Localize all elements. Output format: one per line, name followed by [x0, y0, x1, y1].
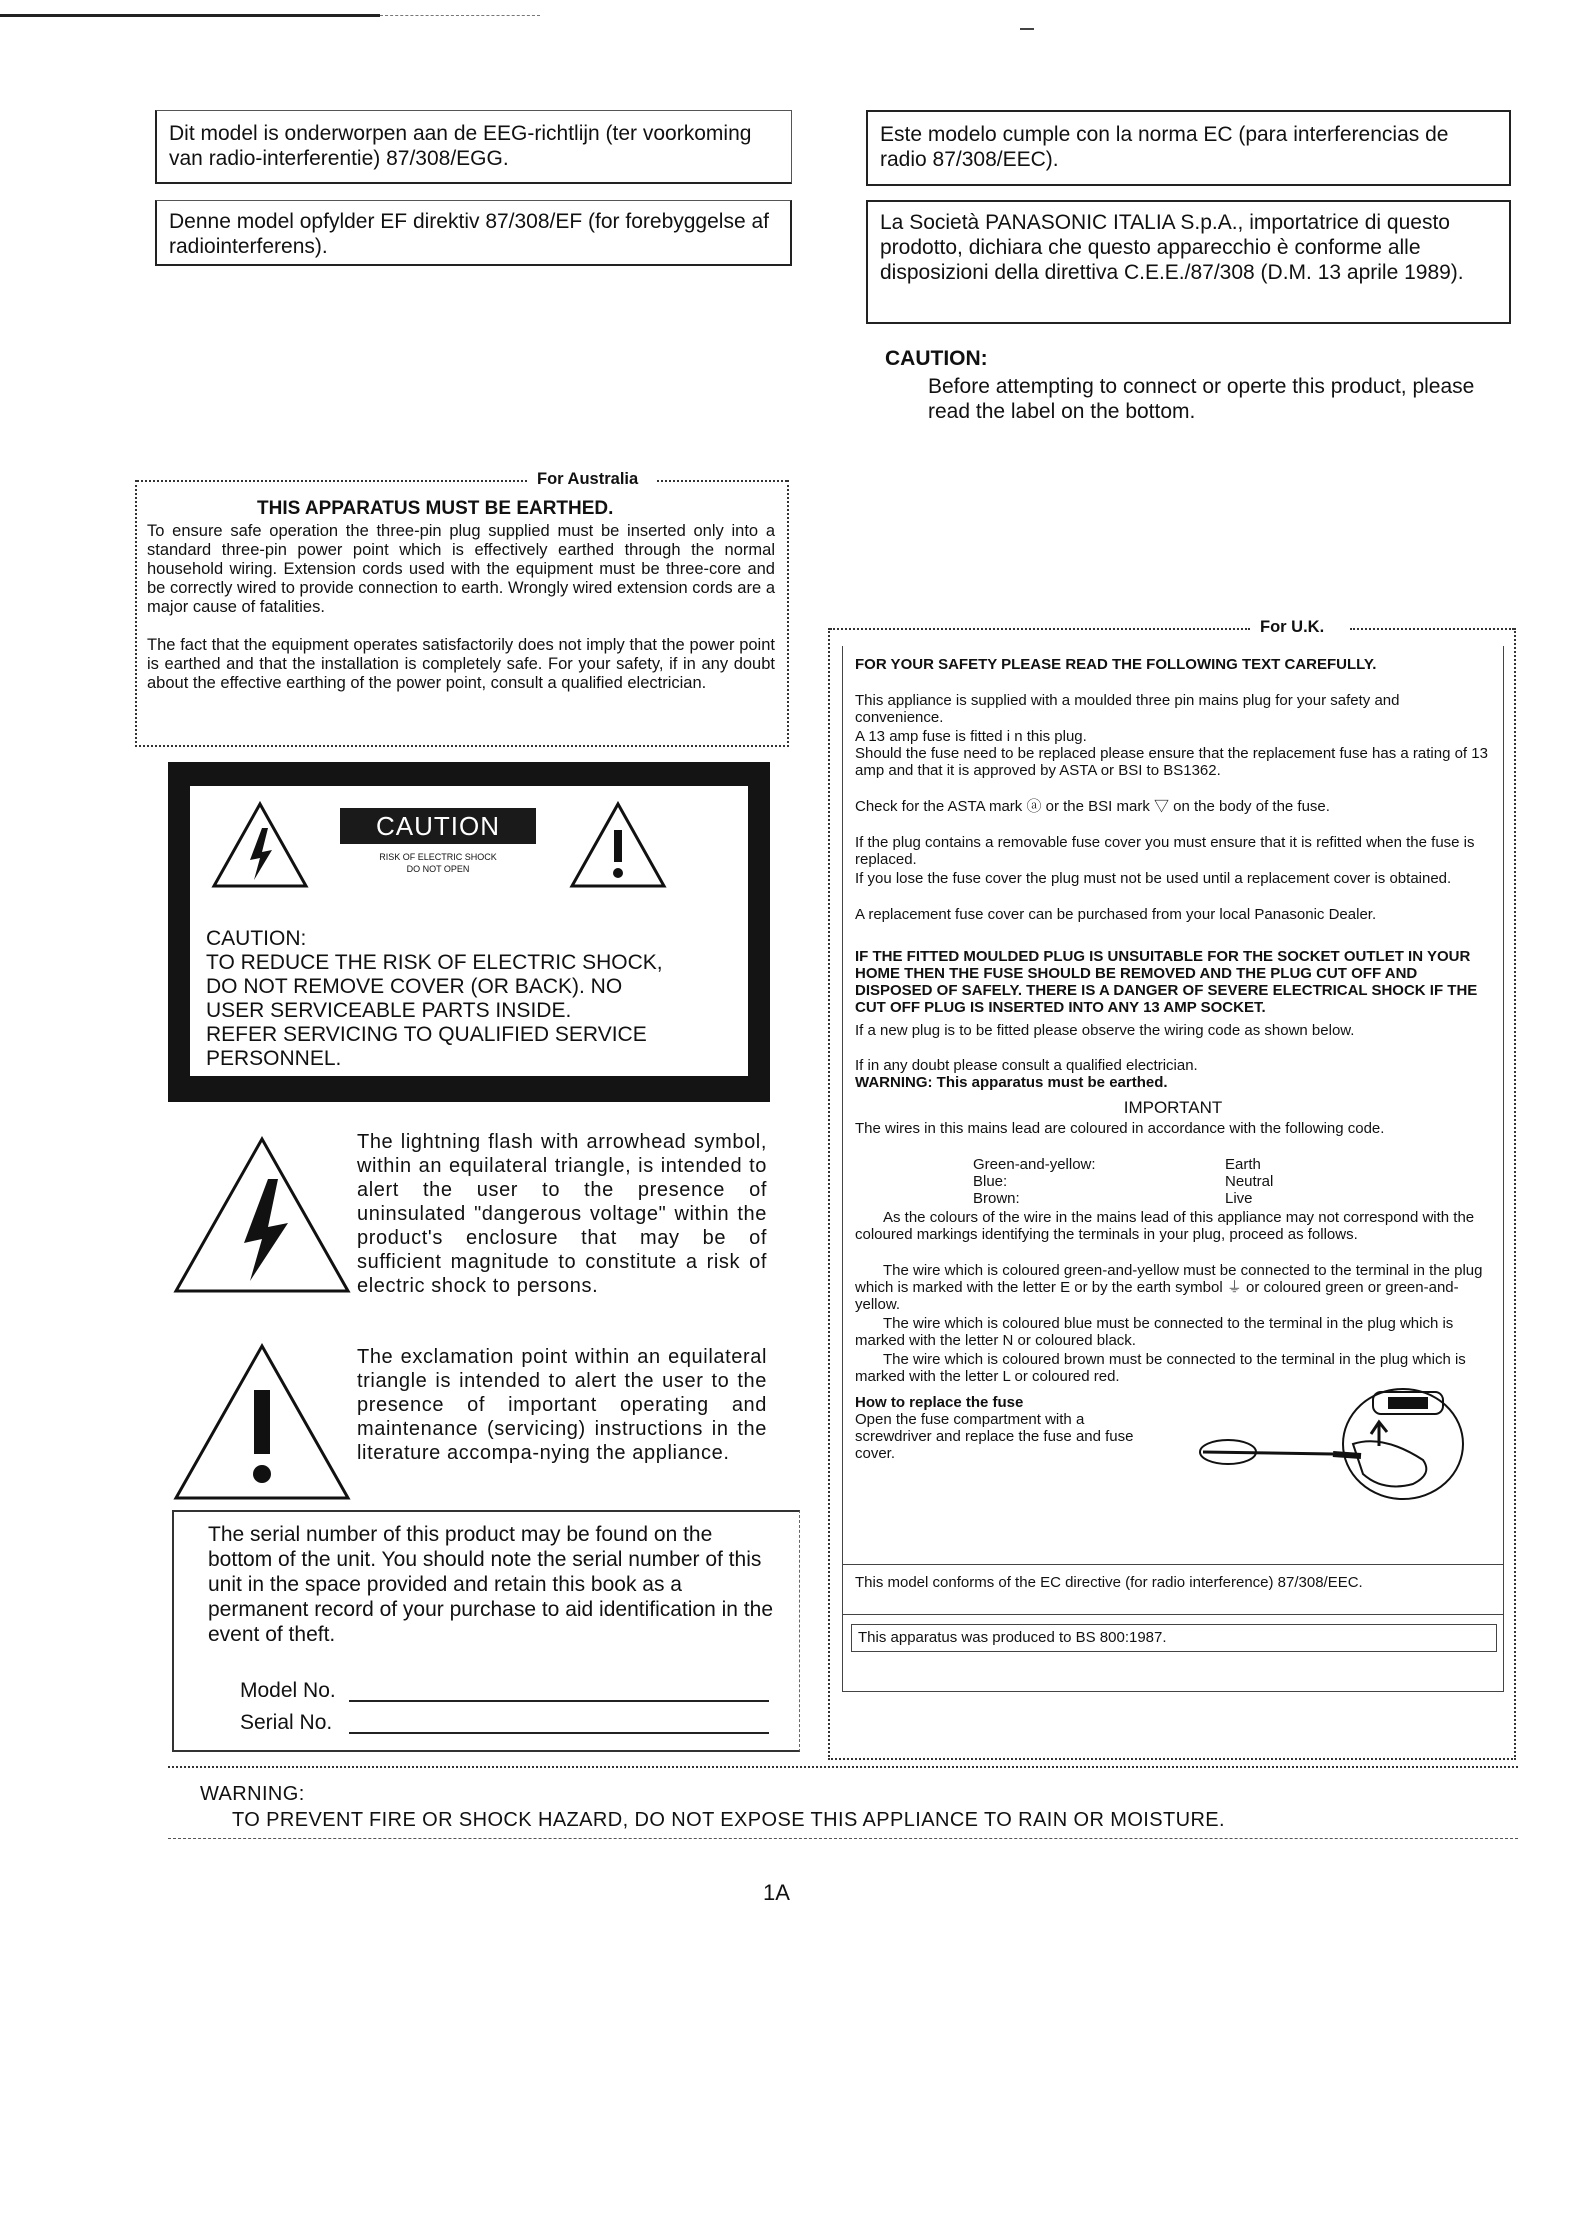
- dutch-notice-text: Dit model is onderworpen aan de EEG-richtlijn (ter voorkoming van radio-interferentie) 87/308/EGG.: [169, 122, 752, 170]
- serial-box: [172, 1510, 800, 1752]
- danish-notice-text: Denne model opfylder EF direktiv 87/308/EF (for forebyggelse af radiointerferens).: [169, 210, 769, 258]
- uk-colours-paragraph: As the colours of the wire in the mains lead of this appliance may not correspond with the coloured markings identifying the terminals in your plug, proceed as follows.: [855, 1209, 1475, 1243]
- italian-notice-box: [866, 200, 1511, 324]
- uk-label: For U.K.: [1260, 618, 1325, 636]
- caution-line-4: REFER SERVICING TO QUALIFIED SERVICE: [206, 1023, 647, 1046]
- uk-blue-paragraph: The wire which is coloured blue must be connected to the terminal in the plug which is marked with the letter N or coloured black.: [855, 1315, 1454, 1349]
- serial-text: The serial number of this product may be found on the bottom of the unit. You should note the serial number of this unit in the space provided and retain this book as a permanent record of your purchase to aid identification in the event of theft.: [208, 1523, 774, 1646]
- uk-divider-1: [843, 1564, 1503, 1565]
- caution-label-panel: [168, 762, 770, 1102]
- uk-top-rule-left: [830, 628, 1250, 630]
- warning-underline: [168, 1838, 1518, 1839]
- uk-divider-2: [843, 1614, 1503, 1615]
- uk-para-3: Should the fuse need to be replaced please ensure that the replacement fuse has a rating of 13 amp and that it is approved by ASTA or BSI to BS1362.: [855, 745, 1488, 779]
- caution-line-2: DO NOT REMOVE COVER (OR BACK). NO: [206, 975, 623, 998]
- australia-paragraph-1: To ensure safe operation the three-pin plug supplied must be inserted only into a standard three-pin power point which is effectively earthed through the normal household wiring. Extension cords used with the equipment must be three-core and be correctly wired to provide connection to earth. Wrongly wired extension cords are a major cause of fatalities.: [147, 522, 775, 616]
- serial-no-label: Serial No.: [240, 1711, 333, 1734]
- warning-heading: WARNING:: [200, 1783, 305, 1805]
- warning-text: TO PREVENT FIRE OR SHOCK HAZARD, DO NOT EXPOSE THIS APPLIANCE TO RAIN OR MOISTURE.: [232, 1809, 1225, 1831]
- wire-meaning-earth: Earth: [1225, 1156, 1261, 1173]
- uk-doubt: If in any doubt please consult a qualified electrician.: [855, 1057, 1198, 1074]
- scan-line-top: [380, 15, 540, 16]
- fuse-text: Open the fuse compartment with a screwdriver and replace the fuse and fuse cover.: [855, 1411, 1134, 1462]
- lightning-description: The lightning flash with arrowhead symbol, within an equilateral triangle, is intended to alert the user to the presence of uninsulated "dangerous voltage" within the product's enclosure that may be of sufficient magnitude to constitute a risk of electric shock to persons.: [357, 1131, 767, 1297]
- uk-para-4: Check for the ASTA mark ⓐ or the BSI mark ▽ on the body of the fuse.: [855, 798, 1330, 815]
- uk-para-2: A 13 amp fuse is fitted i n this plug.: [855, 728, 1087, 745]
- page-number: 1A: [763, 1880, 790, 1905]
- fuse-replacement-illustration: [1183, 1374, 1483, 1504]
- scan-bar-top: [0, 14, 380, 17]
- wire-colour-brown: Brown:: [973, 1190, 1020, 1207]
- bottom-rule: [168, 1766, 1518, 1768]
- australia-top-rule-left: [137, 480, 527, 482]
- spanish-notice-text: Este modelo cumple con la norma EC (para interferencias de radio 87/308/EEC).: [880, 123, 1449, 171]
- uk-para-7: A replacement fuse cover can be purchased from your local Panasonic Dealer.: [855, 906, 1377, 923]
- wire-meaning-live: Live: [1225, 1190, 1253, 1207]
- uk-new-plug: If a new plug is to be fitted please observe the wiring code as shown below.: [855, 1022, 1355, 1039]
- caution-label-lower: [190, 914, 748, 1076]
- fuse-heading: How to replace the fuse: [855, 1394, 1024, 1411]
- uk-warning-earthed: WARNING: This apparatus must be earthed.: [855, 1074, 1168, 1091]
- caution-label-upper: [190, 786, 748, 914]
- uk-bs-produced: This apparatus was produced to BS 800:1987.: [858, 1629, 1167, 1646]
- uk-important-heading: IMPORTANT: [1123, 1098, 1223, 1117]
- italian-notice-text: La Società PANASONIC ITALIA S.p.A., importatrice di questo prodotto, dichiara che questo apparecchio è conforme alle disposizioni della direttiva C.E.E./87/308 (D.M. 13 aprile 1989).: [880, 211, 1464, 284]
- wire-colour-blue: Blue:: [973, 1173, 1008, 1190]
- caution-line-3: USER SERVICEABLE PARTS INSIDE.: [206, 999, 572, 1022]
- australia-heading: THIS APPARATUS MUST BE EARTHED.: [257, 498, 614, 519]
- uk-para-1: This appliance is supplied with a moulded three pin mains plug for your safety and convenience.: [855, 692, 1400, 726]
- uk-top-rule-right: [1350, 628, 1514, 630]
- uk-box: [828, 618, 1516, 1760]
- danish-notice-box: [155, 200, 792, 266]
- caution-text: Before attempting to connect or operte this product, please read the label on the bottom.: [928, 375, 1475, 423]
- exclamation-triangle-icon: [172, 1342, 352, 1502]
- scan-mark: [1020, 28, 1034, 30]
- australia-paragraph-2: The fact that the equipment operates satisfactorily does not imply that the power point is earthed and that the installation is completely safe. For your safety, if in any doubt about the effective earthing of the power point, consult a qualified electrician.: [147, 636, 775, 692]
- model-no-line: [349, 1700, 769, 1702]
- dutch-notice-box: [155, 110, 792, 184]
- caution-badge: CAUTION: [340, 808, 536, 844]
- uk-green-paragraph: The wire which is coloured green-and-yellow must be connected to the terminal in the plug which is marked with the letter E or by the earth symbol ⏚ or coloured green or green-and-yellow.: [855, 1262, 1483, 1313]
- caution-line-5: PERSONNEL.: [206, 1047, 342, 1070]
- uk-brown-paragraph: The wire which is coloured brown must be connected to the terminal in the plug which is marked with the letter L or coloured red.: [855, 1351, 1466, 1385]
- uk-inner-box: [842, 646, 1504, 1692]
- uk-bs-box: [851, 1624, 1497, 1652]
- uk-heading: FOR YOUR SAFETY PLEASE READ THE FOLLOWING TEXT CAREFULLY.: [855, 656, 1377, 673]
- uk-bold-warning: IF THE FITTED MOULDED PLUG IS UNSUITABLE FOR THE SOCKET OUTLET IN YOUR HOME THEN THE FUSE SHOULD BE REMOVED AND THE PLUG CUT OFF AND DISPOSED OF SAFELY. THERE IS A DANGER OF SEVERE ELECTRICAL SHOCK IF THE CUT OFF PLUG IS INSERTED INTO ANY 13 AMP SOCKET.: [855, 948, 1478, 1016]
- australia-top-rule-right: [657, 480, 787, 482]
- caution-line-1: TO REDUCE THE RISK OF ELECTRIC SHOCK,: [206, 951, 663, 974]
- wire-colour-green: Green-and-yellow:: [973, 1156, 1096, 1173]
- uk-wires-intro: The wires in this mains lead are coloured in accordance with the following code.: [855, 1120, 1385, 1137]
- caution-badge-sub2: DO NOT OPEN: [406, 864, 470, 874]
- exclamation-warning-icon-small: [568, 800, 668, 890]
- serial-no-line: [349, 1732, 769, 1734]
- uk-ec-conform: This model conforms of the EC directive (for radio interference) 87/308/EEC.: [855, 1574, 1363, 1591]
- exclamation-description: The exclamation point within an equilateral triangle is intended to alert the user to the presence of important operating and maintenance (servicing) instructions in the literature accompa-nying the appliance.: [357, 1346, 767, 1464]
- caution-heading: CAUTION:: [885, 347, 988, 370]
- lightning-triangle-icon: [172, 1135, 352, 1295]
- caution-label-heading: CAUTION:: [206, 927, 307, 950]
- caution-badge-sub1: RISK OF ELECTRIC SHOCK: [379, 852, 497, 862]
- uk-para-6: If you lose the fuse cover the plug must not be used until a replacement cover is obtained.: [855, 870, 1452, 887]
- australia-box: [135, 470, 789, 747]
- spanish-notice-box: [866, 110, 1511, 186]
- model-no-label: Model No.: [240, 1679, 336, 1702]
- lightning-warning-icon: [210, 800, 310, 890]
- australia-label: For Australia: [537, 470, 639, 488]
- uk-para-5: If the plug contains a removable fuse cover you must ensure that it is refitted when the fuse is replaced.: [855, 834, 1475, 868]
- wire-meaning-neutral: Neutral: [1225, 1173, 1274, 1190]
